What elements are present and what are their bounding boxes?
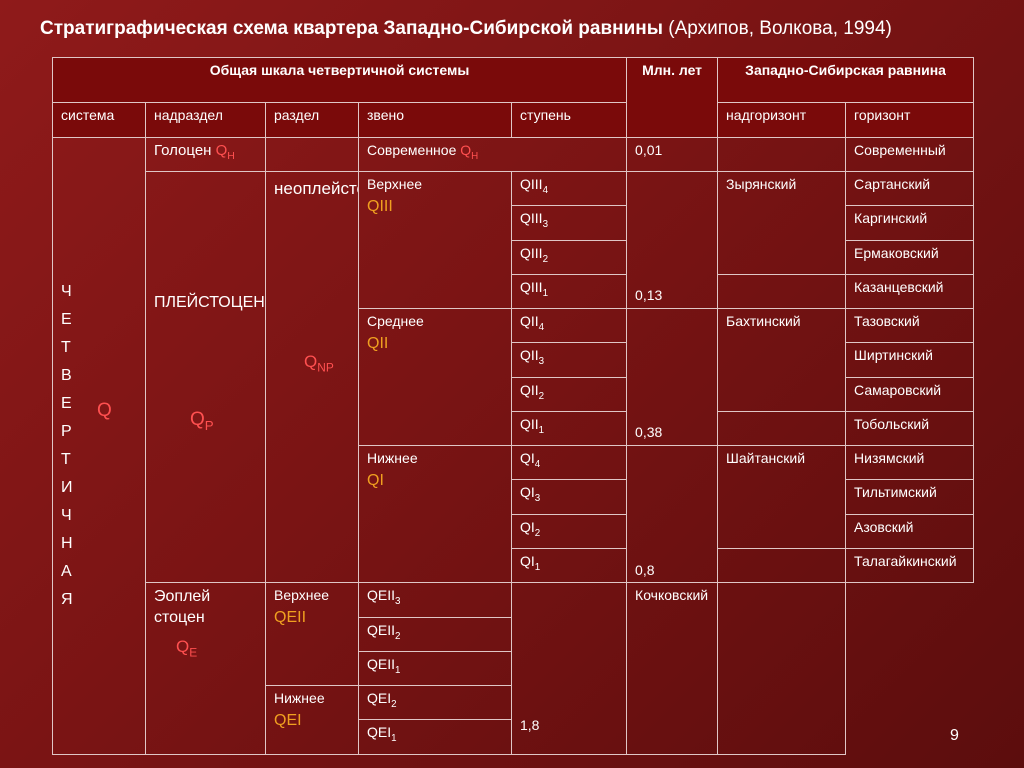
age-013: 0,13 <box>627 171 718 308</box>
stage-qiii3: $QIII_3$ <box>512 206 627 240</box>
title-source: (Архипов, Волкова, 1994) <box>668 18 892 39</box>
header-general-scale: Общая шкала четвертичной системы <box>53 58 627 103</box>
stage-qi3: $QI_3$ <box>512 480 627 514</box>
superhorizon-zyryansky: Зырянский <box>718 171 846 274</box>
eopleistocene-cell: Эоплей стоцен $Q_E$ <box>146 583 266 755</box>
neopleistocene-letters: неоплейст <box>274 178 357 198</box>
col-header-superhorizon: надгоризонт <box>718 103 846 137</box>
system-index: Q <box>97 399 112 421</box>
stage-qeii1: $QEII_1$ <box>359 651 512 685</box>
horizon-tobolsky: Тобольский <box>846 411 974 445</box>
stage-qei1: $QEI_1$ <box>359 720 512 755</box>
col-header-subdivision: надраздел <box>146 103 266 137</box>
horizon-empty <box>718 583 846 755</box>
stratigraphy-table <box>52 57 974 755</box>
horizon-karginsky: Каргинский <box>846 206 974 240</box>
superhorizon-shaitansky: Шайтанский <box>718 446 846 549</box>
link-middle: Среднее QII <box>359 309 512 446</box>
holocene-division <box>266 137 359 171</box>
horizon-shirtinsky: Ширтинский <box>846 343 974 377</box>
page-number: 9 <box>950 727 959 744</box>
stage-qii1: $QII_1$ <box>512 411 627 445</box>
stage-qiii1: $QIII_1$ <box>512 274 627 308</box>
superhorizon-empty-2 <box>718 411 846 445</box>
stage-qi4: $QI_4$ <box>512 446 627 480</box>
horizon-tiltimsky: Тильтимский <box>846 480 974 514</box>
horizon-talagaikinsky: Талагайкинский <box>846 549 974 583</box>
superhorizon-kochkovsky: Кочковский <box>627 583 718 755</box>
horizon-samarovsky: Самаровский <box>846 377 974 411</box>
age-038: 0,38 <box>627 309 718 446</box>
neopleistocene-index: $Q_{NP}$ <box>304 351 334 375</box>
col-header-link: звено <box>359 103 512 137</box>
link-upper: Верхнее QIII <box>359 171 512 308</box>
holocene-superhorizon <box>718 137 846 171</box>
stage-qiii4: $QIII_4$ <box>512 171 627 205</box>
horizon-tazovsky: Тазовский <box>846 309 974 343</box>
stage-qeii3: $QEII_3$ <box>359 583 512 617</box>
link-lower: Нижнее QI <box>359 446 512 583</box>
pleistocene-cell <box>146 171 266 582</box>
age-08: 0,8 <box>627 446 718 583</box>
pleistocene-letters: ПЛЕЙСТОЦЕН <box>154 293 265 311</box>
holocene-link: Современное $Q_H$ <box>359 137 627 171</box>
stage-qi2: $QI_2$ <box>512 514 627 548</box>
age-18: 1,8 <box>512 583 627 755</box>
superhorizon-empty-1 <box>718 274 846 308</box>
stage-qei2: $QEI_2$ <box>359 686 512 720</box>
horizon-kazantsevsky: Казанцевский <box>846 274 974 308</box>
horizon-sartansky: Сартанский <box>846 171 974 205</box>
eopleistocene-index: $Q_E$ <box>176 636 198 660</box>
col-header-system: система <box>53 103 146 137</box>
stage-qiii2: $QIII_2$ <box>512 240 627 274</box>
title-main: Стратиграфическая схема квартера Западно-Сибирской равнины <box>40 18 664 39</box>
col-header-division: раздел <box>266 103 359 137</box>
system-cell <box>53 137 146 754</box>
superhorizon-bakhtinsky: Бахтинский <box>718 309 846 412</box>
stage-qii3: $QII_3$ <box>512 343 627 377</box>
stage-qi1: $QI_1$ <box>512 549 627 583</box>
horizon-nizyamsky: Низямский <box>846 446 974 480</box>
header-region: Западно-Сибирская равнина <box>718 58 974 103</box>
link-eo-lower: Нижнее QEI <box>266 686 359 755</box>
superhorizon-empty-3 <box>718 549 846 583</box>
pleistocene-index: $Q_P$ <box>190 408 214 433</box>
neopleistocene-cell <box>266 171 359 582</box>
header-mln-years: Млн. лет <box>627 58 718 138</box>
stage-qeii2: $QEII_2$ <box>359 617 512 651</box>
col-header-stage: ступень <box>512 103 627 137</box>
horizon-azovsky: Азовский <box>846 514 974 548</box>
stage-qii4: $QII_4$ <box>512 309 627 343</box>
link-eo-upper: Верхнее QEII <box>266 583 359 686</box>
stage-qii2: $QII_2$ <box>512 377 627 411</box>
holocene-age: 0,01 <box>627 137 718 171</box>
col-header-horizon: горизонт <box>846 103 974 137</box>
slide-title <box>40 18 1000 40</box>
holocene-label: Голоцен $Q_H$ <box>146 137 266 171</box>
horizon-sovremenny: Современный <box>846 137 974 171</box>
system-letters: Ч Е Т В Е Р Т И Ч Н А Я <box>61 282 73 608</box>
horizon-ermakovsky: Ермаковский <box>846 240 974 274</box>
